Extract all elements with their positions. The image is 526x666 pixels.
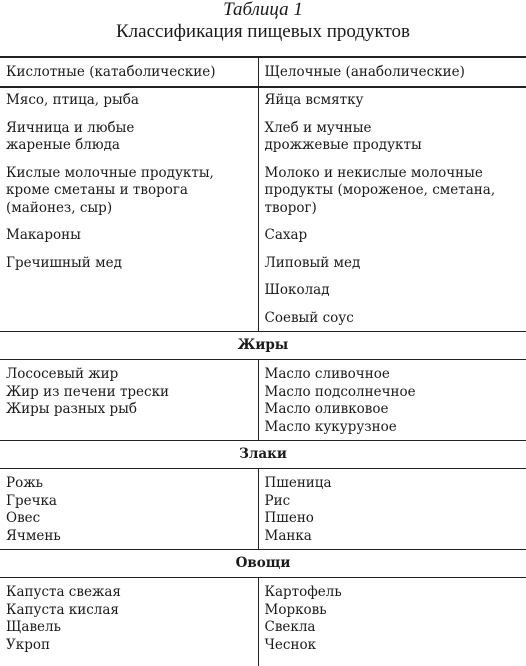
main-group-row [0,87,526,332]
list-item: Жир из печени трески [6,384,254,402]
header-acidic: Кислотные (катаболические) [0,57,258,87]
list-item: Молоко и некислые молочные продукты (мороженое, сметана, творог) [265,165,523,218]
list-item: Соевый соус [265,310,523,328]
list-item: Яичница и любые жареные блюда [6,120,254,155]
list-item: Масло подсолнечное [265,384,523,402]
list-item: Укроп [6,637,254,655]
header-alkaline: Щелочные (анаболические) [258,57,526,87]
list-item: Манка [265,528,523,546]
list-item: Жиры разных рыб [6,401,254,419]
list-item: Шоколад [265,282,523,300]
section-header-row [0,441,526,469]
section-title-fats: Жиры [0,332,526,360]
fats-acidic-cell [0,360,258,441]
list-item: Ячмень [6,528,254,546]
food-classification-table [0,56,526,666]
section-header-row [0,550,526,578]
grains-row [0,469,526,550]
list-item: Рис [265,493,523,511]
list-item: Овес [6,510,254,528]
list-item: Картофель [265,584,523,602]
list-item: Пшеница [265,475,523,493]
list-item: Макароны [6,227,254,245]
main-acidic-cell [0,87,258,332]
list-item: Пшено [265,510,523,528]
section-title-grains: Злаки [0,441,526,469]
list-item: Масло оливковое [265,401,523,419]
list-item: Кислые молочные продукты, кроме сметаны и творога (майонез, сыр) [6,165,254,218]
header-row [0,57,526,87]
list-item: Гречишный мед [6,255,254,273]
main-alkaline-cell [258,87,526,332]
list-item: Масло сливочное [265,366,523,384]
grains-alkaline-cell [258,469,526,550]
list-item: Свекла [265,619,523,637]
list-item: Хлеб и мучные дрожжевые продукты [265,120,523,155]
list-item: Гречка [6,493,254,511]
list-item: Капуста кислая [6,602,254,620]
list-item: Яйца всмятку [265,92,523,110]
list-item: Чеснок [265,637,523,655]
list-item: Мясо, птица, рыба [6,92,254,110]
list-item: Щавель [6,619,254,637]
grains-acidic-cell [0,469,258,550]
list-item: Морковь [265,602,523,620]
fats-row [0,360,526,441]
fats-alkaline-cell [258,360,526,441]
list-item: Лососевый жир [6,366,254,384]
list-item: Липовый мед [265,255,523,273]
list-item: Сахар [265,227,523,245]
list-item: Рожь [6,475,254,493]
list-item: Капуста свежая [6,584,254,602]
table-caption: Таблица 1 [0,0,526,20]
section-title-vegetables: Овощи [0,550,526,578]
list-item: Масло кукурузное [265,419,523,437]
table-title: Классификация пищевых продуктов [0,20,526,56]
section-header-row [0,332,526,360]
